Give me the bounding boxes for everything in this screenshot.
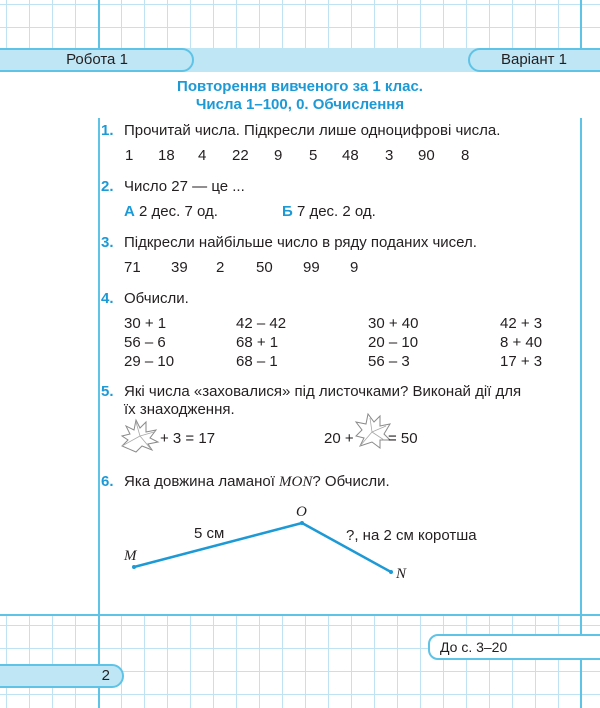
task-5-text-line-1: Які числа «заховалися» під листочками? Виконай дії для: [124, 383, 522, 400]
expression: 56 – 6: [124, 334, 166, 351]
point-n-label: N: [396, 566, 407, 582]
equation-2-right: = 50: [388, 430, 418, 447]
task-5-text-line-2: їх знаходження.: [124, 401, 235, 418]
task-2-number: 2.: [101, 178, 114, 195]
task-1-number-item: 18: [158, 147, 175, 164]
point-n: [389, 570, 393, 574]
option-text: 2 дес. 7 од.: [139, 203, 218, 220]
task-3-number-item: 71: [124, 259, 141, 276]
task-3-number-item: 99: [303, 259, 320, 276]
equation-2-left: 20 +: [324, 430, 354, 447]
expression: 68 + 1: [236, 334, 279, 351]
option-letter: Б: [282, 203, 293, 220]
expression: 56 – 3: [368, 353, 410, 370]
task-1-number-item: 9: [274, 147, 283, 164]
task-4-text: Обчисли.: [124, 290, 189, 307]
expression: 30 + 40: [368, 315, 419, 332]
expression: 42 – 42: [236, 315, 287, 332]
grid-frame-line: [0, 614, 600, 616]
option-letter: А: [124, 203, 135, 220]
task-1-number-item: 22: [232, 147, 249, 164]
expression: 68 – 1: [236, 353, 278, 370]
point-o: [300, 521, 304, 525]
expression: 8 + 40: [500, 334, 543, 351]
task-1-number-item: 48: [342, 147, 359, 164]
task-1-number-item: 3: [385, 147, 394, 164]
expression: 30 + 1: [124, 315, 167, 332]
work-label: Робота 1: [0, 48, 194, 72]
polyline-mon: [0, 72, 600, 614]
point-m-label: M: [124, 548, 137, 564]
task-3-number-item: 2: [216, 259, 225, 276]
point-m: [132, 565, 136, 569]
worksheet-content: [0, 72, 600, 614]
segment-on-label: ?, на 2 см коротша: [346, 527, 477, 544]
task-1-number: 1.: [101, 122, 114, 139]
title-line-2: Числа 1–100, 0. Обчислення: [195, 96, 405, 113]
task-1-number-item: 90: [418, 147, 435, 164]
task-4-number: 4.: [101, 290, 114, 307]
task-6-text-after: ? Обчисли.: [312, 473, 390, 490]
task-3-number-item: 50: [256, 259, 273, 276]
equation-1: + 3 = 17: [160, 430, 216, 447]
task-5-number: 5.: [101, 383, 114, 400]
task-1-text: Прочитай числа. Підкресли лише одноцифрові числа.: [124, 122, 501, 139]
task-1-number-item: 5: [309, 147, 318, 164]
page-reference: До с. 3–20: [428, 634, 600, 660]
page-number: 2: [0, 664, 124, 688]
task-1-number-item: 1: [125, 147, 134, 164]
expression: 20 – 10: [368, 334, 419, 351]
task-6-number: 6.: [101, 473, 114, 490]
variant-label: Варіант 1: [468, 48, 600, 72]
task-3-number: 3.: [101, 234, 114, 251]
expression: 42 + 3: [500, 315, 543, 332]
polyline-name: MON: [279, 474, 313, 490]
task-1-number-item: 4: [198, 147, 207, 164]
point-o-label: O: [296, 504, 307, 520]
option-text: 7 дес. 2 од.: [296, 203, 376, 220]
title-line-1: Повторення вивченого за 1 клас.: [177, 78, 423, 95]
task-1-number-item: 8: [461, 147, 470, 164]
task-3-number-item: 9: [350, 259, 359, 276]
task-3-text: Підкресли найбільше число в ряду поданих чисел.: [124, 234, 477, 251]
task-3-number-item: 39: [171, 259, 188, 276]
task-6-text-before: Яка довжина ламаної: [124, 473, 280, 490]
expression: 17 + 3: [500, 353, 543, 370]
task-2-text: Число 27 — це ...: [124, 178, 245, 195]
segment-mo-label: 5 см: [194, 525, 225, 542]
expression: 29 – 10: [124, 353, 175, 370]
